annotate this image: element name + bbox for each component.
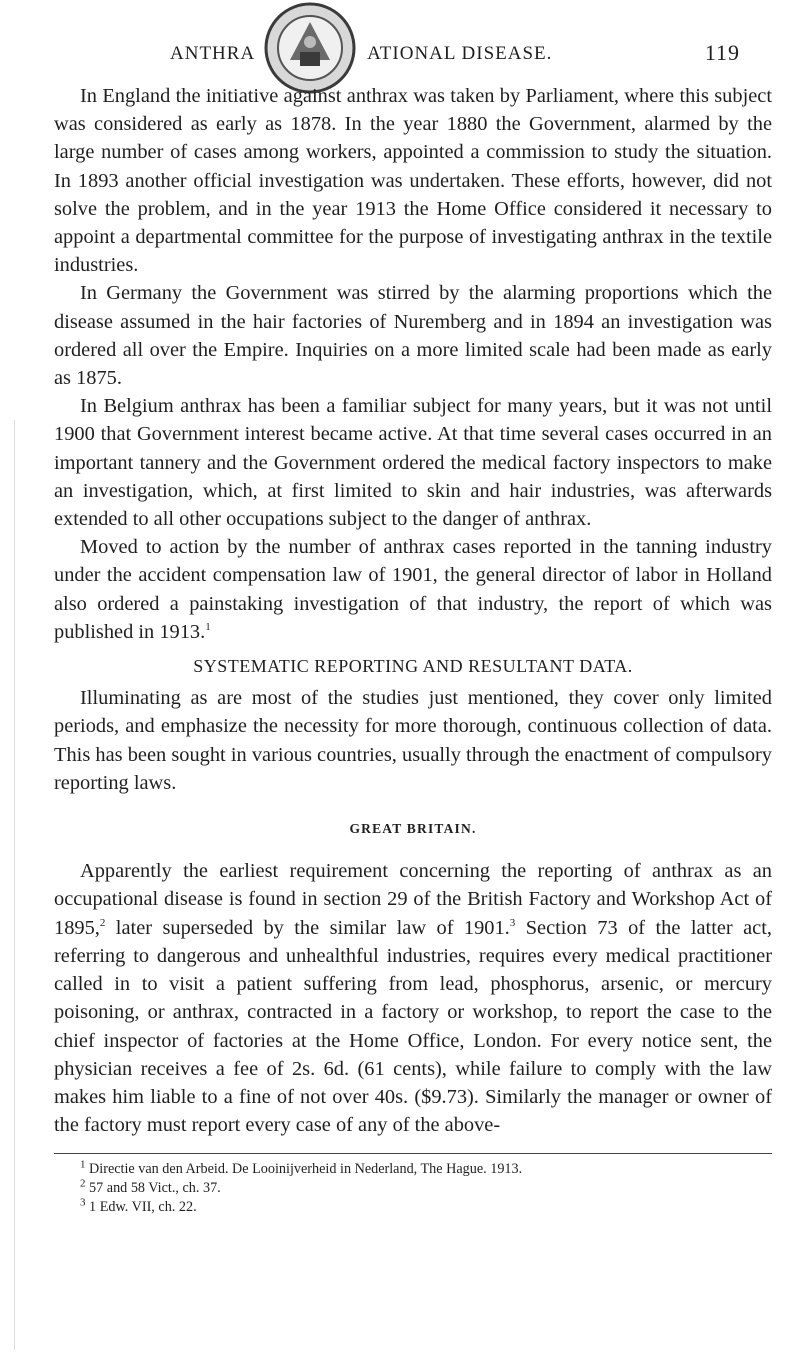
running-head: ANTHRA ATIONAL DISEASE. — [170, 43, 553, 64]
footnote-ref-3: 3 — [509, 916, 516, 929]
page-header — [170, 20, 770, 90]
footnote: $^1$ Directie van den Arbeid. De Looinijverheid in Nederland, The Hague. 1913. — [80, 1158, 523, 1178]
footnote-rule — [54, 1153, 772, 1154]
margin-line — [14, 420, 15, 1350]
footnote: $^2$ 57 and 58 Vict., ch. 37. — [80, 1177, 221, 1197]
paragraph-belgium: In Belgium anthrax has been a familiar subject for many years, but it was not until 1900 that Government interest became active. At that time several cases occurred in an important tannery and the Government ordered the medical factory inspectors to make an investigation, which, at first limited to skin and hair industries, was afterwards extended to all other occupations subject to the danger of anthrax. — [54, 395, 772, 531]
footnote: $^3$ 1 Edw. VII, ch. 22. — [80, 1196, 197, 1216]
paragraph-holland: Moved to action by the number of anthrax cases reported in the tanning industry under the accident compensation law of 1901, the general director of labor in Holland also ordered a painstaking investigation of that industry, the report of which was published in 1913.$^1$ — [54, 536, 772, 643]
paragraph-england: In England the initiative against anthrax was taken by Parliament, where this subject was considered as early as 1878. In the year 1880 the Government, alarmed by the large number of cases among workers, appointed a commission to study the situation. In 1893 another official investigation was undertaken. These efforts, however, did not solve the problem, and in the year 1913 the Home Office considered it necessary to appoint a departmental committee for the purpose of investigating anthrax in the textile industries. — [54, 85, 772, 277]
footnote-ref-2: 2 — [99, 916, 106, 929]
section-heading: SYSTEMATIC REPORTING AND RESULTANT DATA. — [193, 656, 633, 677]
footnote-ref-1: 1 — [205, 621, 211, 634]
paragraph-britain: Apparently the earliest requirement concerning the reporting of anthrax as an occupational disease is found in section 29 of the British Factory and Workshop Act of 1895,$^2$ later superseded by the similar law of 1901.$^3$ Section 73 of the latter act, referring to dangerous and unhealthful industries, requires every medical practitioner called in to visit a patient suffering from lead, phosphorus, arsenic, or mercury poisoning, or anthrax, contracted in a factory or workshop, to report the case to the chief inspector of factories at the Home Office, London. For every notice sent, the physician receives a fee of 2s. 6d. (61 cents), while failure to comply with the law makes him liable to a fine of not over 40s. ($9.73). Similarly the manager or owner of the factory must report every case of any of the above- — [54, 860, 772, 1137]
paragraph-germany: In Germany the Government was stirred by the alarming proportions which the disease assumed in the hair factories of Nuremberg and in 1894 an investigation was ordered all over the Empire. Inquiries on a more limited scale had been made as early as 1875. — [54, 282, 772, 390]
subheading-great-britain: GREAT BRITAIN. — [349, 821, 477, 837]
page-number: 119 — [704, 40, 740, 65]
paragraph-systematic: Illuminating as are most of the studies just mentioned, they cover only limited periods, and emphasize the necessity for more thorough, continuous collection of data. This has been sought in various countries, usually through the enactment of compulsory reporting laws. — [54, 687, 772, 794]
body-text — [54, 82, 772, 1217]
footnotes — [54, 1160, 772, 1217]
